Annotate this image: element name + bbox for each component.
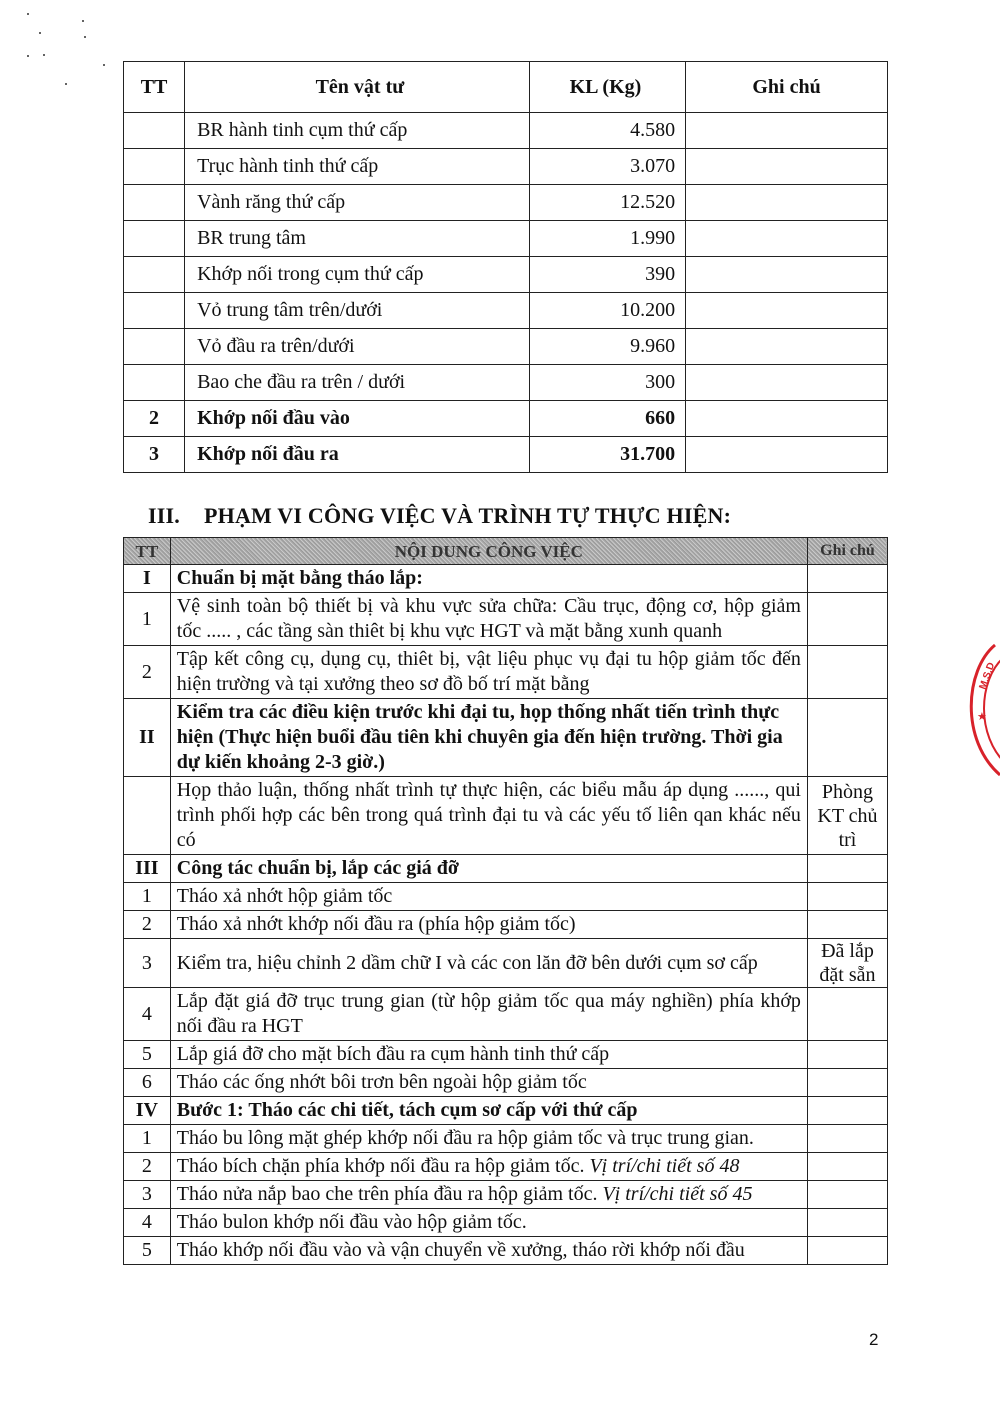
cell-tt: [124, 221, 185, 257]
cell-content: Kiểm tra các điều kiện trước khi đại tu, họp thống nhất tiến trình thực hiện (Thực hiện buổi đầu tiên khi chuyên gia đến hiện trường. Thời gia dự kiến khoảng 2-3 giờ.): [170, 699, 807, 777]
cell-tt: [124, 185, 185, 221]
table-row: [124, 1153, 888, 1181]
cell-content: Tháo xả nhớt khớp nối đầu ra (phía hộp giảm tốc): [170, 911, 807, 939]
header-note: Ghi chú: [807, 538, 887, 565]
content-italic-ref: Vị trí/chi tiết số 45: [602, 1183, 753, 1205]
cell-note: [807, 1237, 887, 1265]
cell-tt: 2: [124, 401, 185, 437]
cell-weight: 31.700: [529, 437, 685, 473]
cell-tt: [124, 329, 185, 365]
cell-material-name: Khớp nối đầu ra: [185, 437, 530, 473]
cell-material-name: Khớp nối đầu vào: [185, 401, 530, 437]
cell-note: [686, 437, 888, 473]
cell-note: [807, 646, 887, 699]
cell-tt: 4: [124, 1209, 171, 1237]
cell-tt: IV: [124, 1097, 171, 1125]
cell-note: [807, 1153, 887, 1181]
cell-tt: [124, 113, 185, 149]
table-row: [124, 777, 888, 855]
cell-weight: 1.990: [529, 221, 685, 257]
cell-material-name: Vỏ đầu ra trên/dưới: [185, 329, 530, 365]
cell-tt: I: [124, 565, 171, 593]
section-title: PHẠM VI CÔNG VIỆC VÀ TRÌNH TỰ THỰC HIỆN:: [204, 503, 732, 528]
cell-weight: 390: [529, 257, 685, 293]
cell-tt: 6: [124, 1069, 171, 1097]
cell-note: [686, 185, 888, 221]
cell-tt: 3: [124, 1181, 171, 1209]
cell-note: [807, 565, 887, 593]
cell-material-name: Trục hành tinh thứ cấp: [185, 149, 530, 185]
cell-weight: 9.960: [529, 329, 685, 365]
table-row: [124, 1237, 888, 1265]
header-content: NỘI DUNG CÔNG VIỆC: [170, 538, 807, 565]
cell-tt: [124, 293, 185, 329]
table-row: [124, 939, 888, 988]
header-tt: TT: [124, 62, 185, 113]
page-number: 2: [869, 1330, 879, 1349]
section-number: III.: [148, 503, 180, 528]
cell-weight: 3.070: [529, 149, 685, 185]
cell-note: [686, 113, 888, 149]
cell-material-name: Vành răng thứ cấp: [185, 185, 530, 221]
cell-tt: 1: [124, 1125, 171, 1153]
cell-note: [686, 293, 888, 329]
table-row: [124, 437, 888, 473]
cell-content: Chuẩn bị mặt bằng tháo lắp:: [170, 565, 807, 593]
materials-table: [123, 61, 888, 473]
cell-content: Bước 1: Tháo các chi tiết, tách cụm sơ cấp với thứ cấp: [170, 1097, 807, 1125]
table-row: [124, 699, 888, 777]
content-text: Tháo bích chặn phía khớp nối đầu ra hộp giảm tốc.: [176, 1155, 585, 1177]
header-note: Ghi chú: [686, 62, 888, 113]
table-row: [124, 1069, 888, 1097]
cell-note: [807, 699, 887, 777]
content-text: Tháo nửa nắp bao che trên phía đầu ra hộp giảm tốc.: [176, 1183, 598, 1205]
cell-content: Tháo khớp nối đầu vào và vận chuyển về xưởng, tháo rời khớp nối đầu: [170, 1237, 807, 1265]
table-row: [124, 113, 888, 149]
cell-content: Tháo các ống nhớt bôi trơn bên ngoài hộp giảm tốc: [170, 1069, 807, 1097]
cell-note: [686, 257, 888, 293]
cell-content: Tháo xả nhớt hộp giảm tốc: [170, 883, 807, 911]
cell-content: Tháo bu lông mặt ghép khớp nối đầu ra hộp giảm tốc và trục trung gian.: [170, 1125, 807, 1153]
cell-tt: 2: [124, 646, 171, 699]
cell-content: [170, 1153, 807, 1181]
cell-content: Lắp giá đỡ cho mặt bích đầu ra cụm hành tinh thứ cấp: [170, 1041, 807, 1069]
cell-note: [807, 988, 887, 1041]
table-row: [124, 646, 888, 699]
cell-tt: II: [124, 699, 171, 777]
table-row: [124, 988, 888, 1041]
cell-weight: 4.580: [529, 113, 685, 149]
cell-tt: 1: [124, 883, 171, 911]
cell-note: [807, 1041, 887, 1069]
content-italic-ref: Vị trí/chi tiết số 48: [589, 1155, 740, 1177]
cell-material-name: Vỏ trung tâm trên/dưới: [185, 293, 530, 329]
work-table-header: [124, 538, 888, 565]
cell-material-name: BR hành tinh cụm thứ cấp: [185, 113, 530, 149]
cell-note: Đã lắp đặt sẵn: [807, 939, 887, 988]
cell-content: Vệ sinh toàn bộ thiết bị và khu vực sửa chữa: Cầu trục, động cơ, hộp giảm tốc ..... , các tầng sàn thiêt bị khu vực HGT và mặt bằng xunh quanh: [170, 593, 807, 646]
table-row: [124, 883, 888, 911]
cell-note: [807, 855, 887, 883]
cell-note: [686, 329, 888, 365]
cell-tt: 4: [124, 988, 171, 1041]
table-row: [124, 1209, 888, 1237]
table-row: [124, 185, 888, 221]
cell-note: [686, 149, 888, 185]
cell-material-name: Khớp nối trong cụm thứ cấp: [185, 257, 530, 293]
cell-tt: 3: [124, 437, 185, 473]
cell-note: [807, 883, 887, 911]
cell-tt: [124, 257, 185, 293]
table-row: [124, 257, 888, 293]
table-row: [124, 1041, 888, 1069]
cell-tt: [124, 365, 185, 401]
cell-weight: 10.200: [529, 293, 685, 329]
cell-content: Họp thảo luận, thống nhất trình tự thực hiện, các biểu mẫu áp dụng ......, qui trình phối hợp các bên trong quá trình đại tu và các yếu tố liên qan khác nếu có: [170, 777, 807, 855]
table-row: [124, 1181, 888, 1209]
cell-note: [686, 401, 888, 437]
cell-note: [807, 593, 887, 646]
cell-weight: 660: [529, 401, 685, 437]
header-tt: TT: [124, 538, 171, 565]
svg-text:★: ★: [977, 710, 987, 723]
work-scope-table: [123, 537, 888, 1265]
cell-material-name: Bao che đầu ra trên / dưới: [185, 365, 530, 401]
table-row: [124, 911, 888, 939]
cell-tt: 5: [124, 1237, 171, 1265]
table-row: [124, 1097, 888, 1125]
cell-tt: 3: [124, 939, 171, 988]
cell-note: [807, 911, 887, 939]
cell-content: Kiểm tra, hiệu chỉnh 2 dầm chữ I và các con lăn đỡ bên dưới cụm sơ cấp: [170, 939, 807, 988]
cell-content: Lắp đặt giá đỡ trục trung gian (từ hộp giảm tốc qua máy nghiền) phía khớp nối đầu ra HGT: [170, 988, 807, 1041]
cell-weight: 300: [529, 365, 685, 401]
header-material-name: Tên vật tư: [185, 62, 530, 113]
cell-tt: [124, 149, 185, 185]
cell-content: Công tác chuẩn bị, lắp các giá đỡ: [170, 855, 807, 883]
cell-content: Tập kết công cụ, dụng cụ, thiêt bị, vật liệu phục vụ đại tu hộp giảm tốc đến hiện trường và tại xưởng theo sơ đồ bố trí mặt bằng: [170, 646, 807, 699]
cell-tt: [124, 777, 171, 855]
cell-note: Phòng KT chủ trì: [807, 777, 887, 855]
table-row: [124, 401, 888, 437]
cell-tt: 1: [124, 593, 171, 646]
cell-tt: 2: [124, 911, 171, 939]
cell-note: [807, 1069, 887, 1097]
cell-tt: III: [124, 855, 171, 883]
cell-content: Tháo bulon khớp nối đầu vào hộp giảm tốc.: [170, 1209, 807, 1237]
table-row: [124, 1125, 888, 1153]
cell-weight: 12.520: [529, 185, 685, 221]
cell-note: [807, 1181, 887, 1209]
cell-content: [170, 1181, 807, 1209]
company-stamp-icon: [955, 640, 1000, 780]
cell-note: [807, 1209, 887, 1237]
cell-note: [686, 221, 888, 257]
section-heading: [148, 503, 731, 529]
cell-note: [807, 1097, 887, 1125]
materials-table-header: [124, 62, 888, 113]
cell-tt: 5: [124, 1041, 171, 1069]
svg-text:M.S.D: M.S.D: [977, 661, 998, 692]
table-row: [124, 221, 888, 257]
table-row: [124, 593, 888, 646]
table-row: [124, 565, 888, 593]
table-row: [124, 365, 888, 401]
cell-note: [807, 1125, 887, 1153]
header-weight: KL (Kg): [529, 62, 685, 113]
cell-material-name: BR trung tâm: [185, 221, 530, 257]
table-row: [124, 855, 888, 883]
table-row: [124, 329, 888, 365]
table-row: [124, 149, 888, 185]
table-row: [124, 293, 888, 329]
cell-tt: 2: [124, 1153, 171, 1181]
cell-note: [686, 365, 888, 401]
